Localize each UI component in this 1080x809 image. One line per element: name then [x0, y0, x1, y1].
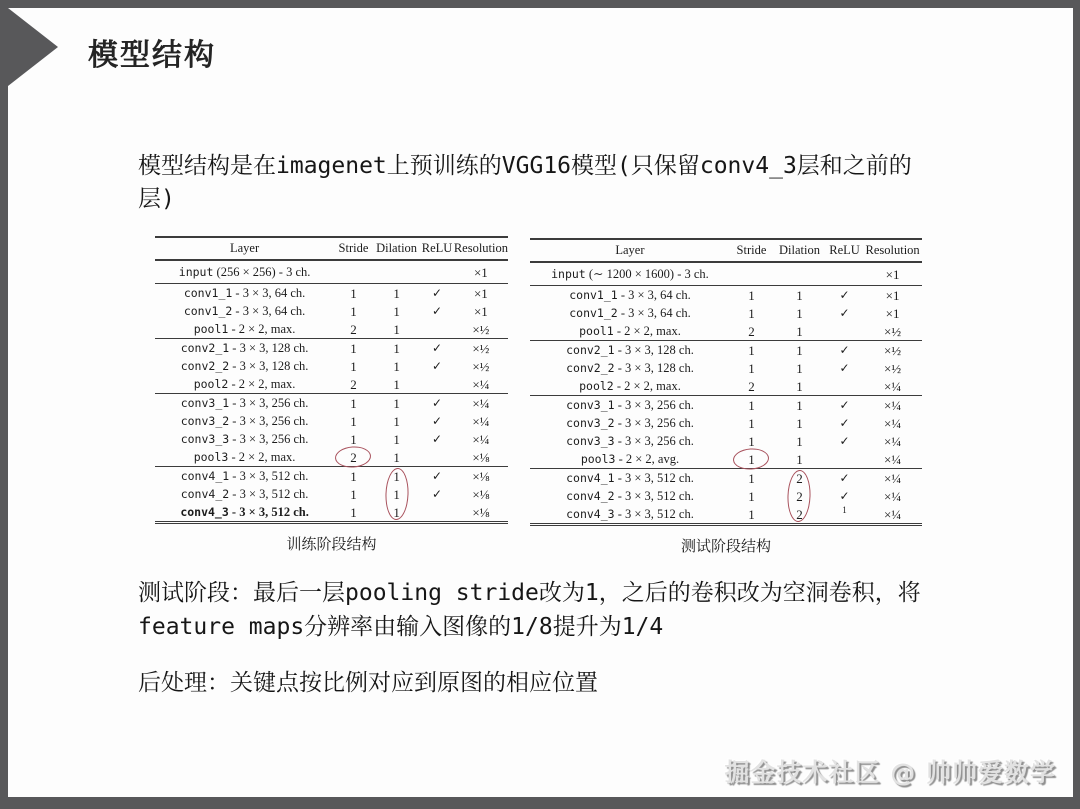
cell-resolution: ×½ — [472, 340, 490, 356]
cell-dilation: 1 — [393, 321, 400, 337]
table-row — [530, 304, 922, 322]
cell-resolution: ×¼ — [884, 451, 902, 467]
cell-stride — [334, 260, 373, 284]
cell-stride: 2 — [334, 448, 373, 467]
table-layer-group — [530, 286, 922, 341]
table-row — [530, 359, 922, 377]
table-row — [530, 341, 922, 360]
cell-dilation: 1 — [796, 360, 803, 376]
table-row — [530, 505, 922, 525]
cell-relu — [826, 377, 863, 396]
cell-resolution: ×¼ — [472, 376, 490, 392]
cell-resolution: ×1 — [473, 303, 488, 319]
cell-dilation: 1 — [796, 305, 803, 321]
test-table — [530, 238, 922, 526]
slide-border-top — [0, 0, 1080, 8]
cell-layer: conv2_2 - 3 × 3, 128 ch. — [566, 361, 694, 375]
slide-border-left — [0, 0, 8, 809]
cell-dilation: 1 — [393, 468, 400, 484]
cell-relu: ✓ — [432, 303, 443, 318]
cell-relu: ✓ — [839, 360, 850, 375]
cell-layer: conv1_2 - 3 × 3, 64 ch. — [183, 304, 306, 318]
cell-relu: ✓ — [839, 397, 850, 412]
cell-dilation: 1 — [796, 287, 803, 303]
table-row — [530, 377, 922, 396]
cell-layer: conv2_2 - 3 × 3, 128 ch. — [180, 359, 309, 373]
cell-stride: 1 — [748, 506, 755, 522]
col-header-relu: ReLU — [826, 239, 863, 262]
cell-stride: 1 — [748, 433, 755, 449]
cell-dilation: 1 — [393, 431, 400, 447]
cell-dilation: 2 — [773, 487, 826, 505]
cell-stride — [730, 262, 773, 286]
cell-relu: ✓ — [839, 433, 850, 448]
cell-resolution: ×1 — [885, 266, 900, 282]
train-table — [155, 236, 508, 524]
cell-layer: pool2 - 2 × 2, max. — [193, 377, 296, 391]
cell-stride: 1 — [350, 358, 357, 374]
table-layer-group — [155, 467, 508, 523]
cell-dilation: 1 — [393, 285, 400, 301]
cell-dilation: 2 — [796, 506, 803, 522]
table-layer-group — [155, 284, 508, 339]
cell-resolution: ×1 — [885, 287, 900, 303]
cell-dilation: 1 — [393, 449, 400, 465]
cell-dilation: 1 — [796, 451, 803, 467]
cell-relu — [420, 448, 453, 467]
cell-layer: pool1 - 2 × 2, max. — [193, 322, 296, 336]
cell-resolution: ×¼ — [884, 506, 902, 522]
cell-layer: pool1 - 2 × 2, max. — [579, 324, 681, 338]
table-row — [530, 432, 922, 450]
cell-relu: ✓ — [432, 395, 443, 410]
cell-layer: conv4_1 - 3 × 3, 512 ch. — [566, 471, 694, 485]
cell-stride: 1 — [748, 397, 755, 413]
cell-layer: conv1_2 - 3 × 3, 64 ch. — [569, 306, 691, 320]
cell-stride: 1 — [350, 413, 357, 429]
cell-layer: pool3 - 2 × 2, avg. — [580, 452, 680, 466]
cell-dilation: 1 — [796, 378, 803, 394]
cell-dilation: 1 — [393, 340, 400, 356]
cell-stride: 2 — [350, 321, 357, 337]
cell-stride: 1 — [350, 303, 357, 319]
col-header-resolution: Resolution — [454, 237, 508, 260]
cell-resolution: ×½ — [884, 342, 902, 358]
cell-dilation: 1 — [393, 504, 400, 520]
cell-resolution: ×½ — [884, 323, 902, 339]
cell-resolution: ×¼ — [884, 415, 902, 431]
arrow-bullet-icon — [8, 8, 58, 86]
cell-resolution: ×⅛ — [472, 504, 490, 520]
cell-stride: 1 — [748, 360, 755, 376]
cell-relu — [826, 322, 863, 341]
table-layer-group — [530, 469, 922, 525]
cell-resolution: ×⅛ — [472, 468, 490, 484]
cell-layer: conv3_2 - 3 × 3, 256 ch. — [180, 414, 309, 428]
cell-relu: ✓ — [839, 305, 850, 320]
cell-stride: 1 — [350, 431, 357, 447]
cell-relu: ✓ — [839, 415, 850, 430]
cell-layer: pool2 - 2 × 2, max. — [579, 379, 681, 393]
cell-resolution: ×¼ — [884, 397, 902, 413]
slide-border-bottom — [0, 797, 1080, 809]
cell-relu: ✓ — [839, 470, 850, 485]
table-header-row — [155, 237, 508, 260]
cell-layer: conv1_1 - 3 × 3, 64 ch. — [183, 286, 306, 300]
cell-relu: ✓ — [839, 488, 850, 503]
table-row — [155, 412, 508, 430]
table-row — [155, 485, 508, 503]
table-row — [530, 487, 922, 505]
table-row — [155, 448, 508, 467]
table-row — [155, 503, 508, 523]
cell-resolution: ×¼ — [884, 470, 902, 486]
col-header-dilation: Dilation — [773, 239, 826, 262]
page-title: 模型结构 — [88, 39, 216, 72]
cell-layer: conv3_1 - 3 × 3, 256 ch. — [566, 398, 694, 412]
cell-resolution: ×1 — [473, 264, 488, 280]
cell-layer: input (∼ 1200 × 1600) - 3 ch. — [551, 267, 709, 281]
cell-layer: conv4_2 - 3 × 3, 512 ch. — [566, 489, 694, 503]
slide-border-right — [1073, 0, 1080, 809]
cell-dilation: 2 — [796, 470, 803, 486]
cell-layer: conv3_1 - 3 × 3, 256 ch. — [180, 396, 309, 410]
table-input-group — [155, 260, 508, 284]
cell-relu: ✓ — [432, 486, 443, 501]
cell-resolution: ×⅛ — [472, 486, 490, 502]
test-table-section — [530, 238, 922, 556]
table-layer-group — [530, 396, 922, 469]
cell-dilation: 1 — [796, 342, 803, 358]
cell-resolution: ×½ — [884, 360, 902, 376]
cell-layer: conv3_3 - 3 × 3, 256 ch. — [180, 432, 309, 446]
table-row — [155, 467, 508, 486]
cell-layer: pool3 - 2 × 2, max. — [193, 450, 296, 464]
cell-stride: 1 — [730, 450, 773, 469]
cell-layer: conv3_2 - 3 × 3, 256 ch. — [566, 416, 694, 430]
table-row — [155, 260, 508, 284]
post-process-text: 后处理：关键点按比例对应到原图的相应位置 — [138, 670, 598, 696]
table-input-group — [530, 262, 922, 286]
col-header-dilation: Dilation — [373, 237, 421, 260]
cell-relu — [826, 262, 863, 286]
table-row — [530, 286, 922, 305]
col-header-layer: Layer — [155, 237, 334, 260]
table-row — [155, 320, 508, 339]
train-table-section — [155, 236, 508, 554]
cell-relu — [420, 320, 453, 339]
table-header-row — [530, 239, 922, 262]
cell-stride: 1 — [748, 287, 755, 303]
cell-layer: conv4_1 - 3 × 3, 512 ch. — [180, 469, 309, 483]
cell-resolution: ×¼ — [884, 488, 902, 504]
table-row — [155, 302, 508, 320]
cell-relu: ✓ — [432, 431, 443, 446]
cell-dilation: 1 — [393, 358, 400, 374]
cell-stride: 1 — [350, 486, 357, 502]
table-row — [155, 339, 508, 358]
cell-stride: 1 — [350, 395, 357, 411]
table-row — [155, 375, 508, 394]
table-row — [530, 414, 922, 432]
cell-stride: 1 — [748, 470, 755, 486]
cell-relu — [826, 450, 863, 469]
cell-relu — [420, 503, 453, 523]
cell-layer: conv4_3 - 3 × 3, 512 ch. — [180, 505, 309, 519]
cell-resolution: ×½ — [472, 321, 490, 337]
table-row — [530, 450, 922, 469]
cell-stride: 1 — [350, 504, 357, 520]
cell-stride: 1 — [350, 468, 357, 484]
cell-resolution: ×1 — [885, 305, 900, 321]
cell-layer: conv2_1 - 3 × 3, 128 ch. — [566, 343, 694, 357]
table-row — [530, 322, 922, 341]
col-header-stride: Stride — [334, 237, 373, 260]
cell-stride: 1 — [748, 488, 755, 504]
cell-dilation: 1 — [796, 433, 803, 449]
table-row — [155, 357, 508, 375]
cell-dilation: 1 — [393, 395, 400, 411]
table-layer-group — [155, 339, 508, 394]
intro-text: 模型结构是在imagenet上预训练的VGG16模型(只保留conv4_3层和之前的层) — [138, 153, 912, 212]
cell-stride: 2 — [350, 376, 357, 392]
cell-relu — [420, 260, 453, 284]
cell-dilation: 1 — [373, 485, 421, 503]
cell-dilation: 1 — [796, 415, 803, 431]
table-layer-group — [155, 394, 508, 467]
cell-resolution: ×⅛ — [472, 449, 490, 465]
cell-stride: 2 — [748, 323, 755, 339]
table-row — [530, 469, 922, 488]
test-table-caption: 测试阶段结构 — [680, 539, 771, 555]
cell-layer: conv2_1 - 3 × 3, 128 ch. — [180, 341, 309, 355]
cell-relu: 1 — [842, 504, 847, 515]
cell-dilation: 1 — [796, 323, 803, 339]
test-phase-text: 测试阶段：最后一层pooling stride改为1，之后的卷积改为空洞卷积，将feature maps分辨率由输入图像的1/8提升为1/4 — [138, 580, 921, 640]
cell-resolution: ×¼ — [884, 433, 902, 449]
cell-stride: 1 — [350, 285, 357, 301]
cell-resolution: ×¼ — [472, 431, 490, 447]
col-header-relu: ReLU — [420, 237, 453, 260]
cell-relu: ✓ — [432, 468, 443, 483]
train-table-caption: 训练阶段结构 — [286, 537, 377, 553]
cell-dilation: 1 — [796, 397, 803, 413]
cell-dilation: 1 — [393, 303, 400, 319]
cell-stride: 1 — [350, 340, 357, 356]
cell-resolution: ×¼ — [884, 378, 902, 394]
table-row — [530, 396, 922, 415]
cell-relu — [420, 375, 453, 394]
cell-resolution: ×1 — [473, 285, 488, 301]
cell-stride: 1 — [748, 342, 755, 358]
cell-resolution: ×¼ — [472, 413, 490, 429]
cell-layer: conv1_1 - 3 × 3, 64 ch. — [569, 288, 691, 302]
cell-layer: input (256 × 256) - 3 ch. — [178, 265, 311, 279]
cell-resolution: ×½ — [472, 358, 490, 374]
col-header-layer: Layer — [530, 239, 730, 262]
cell-dilation — [373, 260, 421, 284]
cell-resolution: ×¼ — [472, 395, 490, 411]
col-header-resolution: Resolution — [863, 239, 922, 262]
cell-layer: conv4_3 - 3 × 3, 512 ch. — [566, 507, 694, 521]
cell-dilation: 1 — [393, 413, 400, 429]
cell-relu: ✓ — [839, 342, 850, 357]
cell-relu: ✓ — [432, 285, 443, 300]
cell-relu: ✓ — [432, 413, 443, 428]
cell-dilation: 1 — [393, 376, 400, 392]
cell-layer: conv3_3 - 3 × 3, 256 ch. — [566, 434, 694, 448]
cell-stride: 1 — [748, 415, 755, 431]
cell-relu: ✓ — [839, 287, 850, 302]
cell-stride: 1 — [748, 305, 755, 321]
cell-relu: ✓ — [432, 340, 443, 355]
col-header-stride: Stride — [730, 239, 773, 262]
table-row — [530, 262, 922, 286]
watermark: 掘金技术社区 @ 帅帅爱数学 — [724, 758, 1056, 787]
table-row — [155, 394, 508, 413]
table-row — [155, 430, 508, 448]
cell-dilation — [773, 262, 826, 286]
cell-layer: conv4_2 - 3 × 3, 512 ch. — [180, 487, 309, 501]
table-row — [155, 284, 508, 303]
cell-stride: 2 — [748, 378, 755, 394]
table-layer-group — [530, 341, 922, 396]
cell-relu: ✓ — [432, 358, 443, 373]
